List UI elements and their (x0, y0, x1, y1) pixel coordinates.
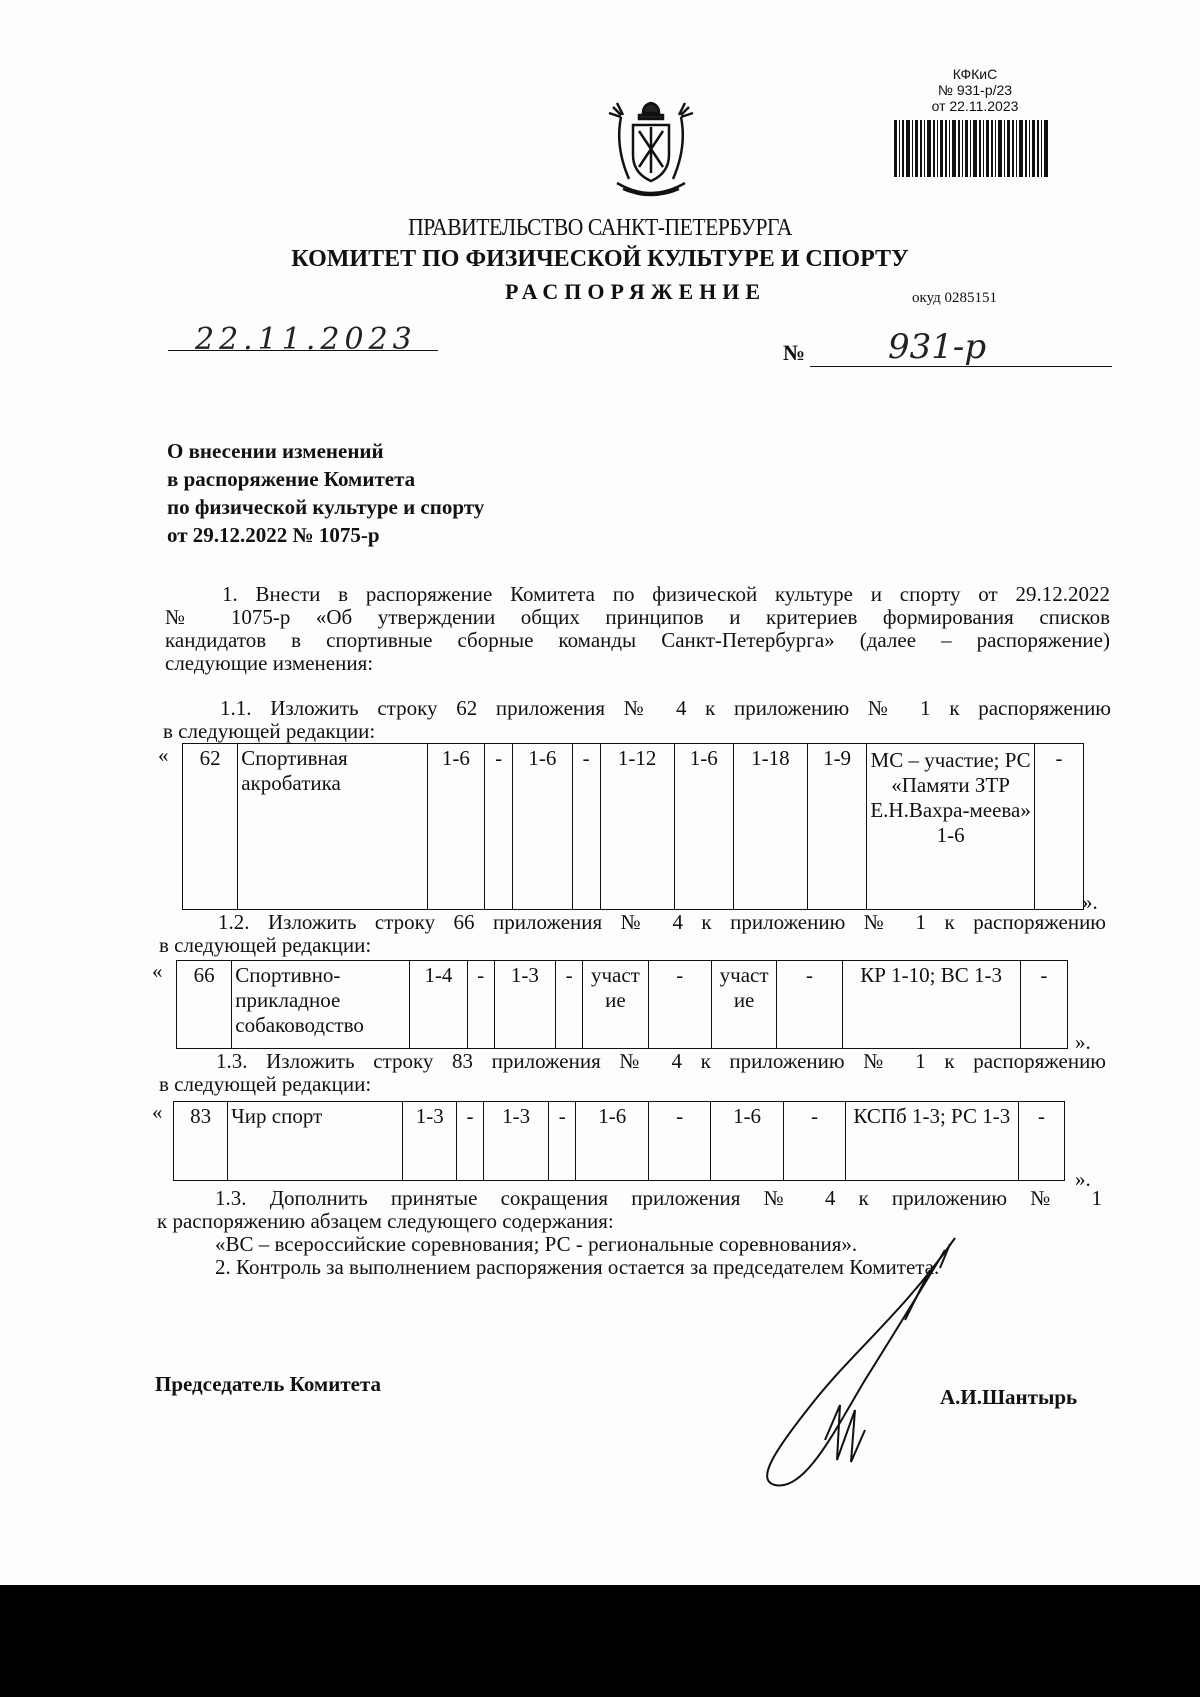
table-row-83 (173, 1101, 1065, 1181)
table-cell: 1-3 (494, 961, 555, 1049)
table-cell: 1-6 (513, 744, 572, 910)
paragraph-line: 1.2. Изложить строку 66 приложения № 4 к приложению № 1 к распоряжению (218, 910, 1106, 934)
table-cell: 1-3 (403, 1102, 457, 1181)
open-quote: « (152, 959, 163, 983)
table-cell: - (649, 1102, 710, 1181)
paragraph-line: кандидатов в спортивные сборные команды Санкт-Петербурга» (далее – распоряжение) (165, 628, 1110, 652)
coat-of-arms-icon (603, 97, 699, 201)
committee-title: КОМИТЕТ ПО ФИЗИЧЕСКОЙ КУЛЬТУРЕ И СПОРТУ (291, 246, 909, 272)
close-quote: ». (1082, 890, 1098, 914)
table-cell: - (485, 744, 513, 910)
table-cell: КР 1-10; ВС 1-3 (842, 961, 1020, 1049)
okud-code: окуд 0285151 (912, 290, 998, 306)
table-cell: 1-6 (710, 1102, 783, 1181)
number-underline (810, 366, 1112, 367)
table-cell: 83 (174, 1102, 228, 1181)
barcode-icon (892, 120, 1052, 177)
stamp-line-1: КФКиС (952, 66, 998, 82)
table-cell: - (457, 1102, 484, 1181)
table-cell: Спортивно-прикладное собаководство (232, 961, 410, 1049)
table-cell: 1-6 (674, 744, 733, 910)
paragraph-line: 1.3. Дополнить принятые сокращения приложения № 4 к приложению № 1 (215, 1186, 1102, 1210)
subject-line: от 29.12.2022 № 1075-р (167, 523, 380, 547)
handwritten-number: 931-р (888, 327, 987, 367)
paragraph-line: в следующей редакции: (159, 933, 372, 957)
stamp-line-2: № 931-р/23 (937, 82, 1013, 98)
paragraph-1-3 (159, 1050, 1106, 1096)
paragraph-line: к распоряжению абзацем следующего содержания: (157, 1209, 614, 1233)
table-cell: - (777, 961, 842, 1049)
table-cell: - (572, 744, 600, 910)
order-title: РАСПОРЯЖЕНИЕ (505, 279, 767, 304)
signer-name: А.И.Шантырь (940, 1385, 1078, 1409)
table-cell: 1-12 (600, 744, 674, 910)
abbreviation-line: «ВС – всероссийские соревнования; РС - региональные соревнования». (215, 1232, 858, 1256)
paragraph-1 (165, 583, 1110, 675)
paragraph-line: 1.1. Изложить строку 62 приложения № 4 к приложению № 1 к распоряжению (220, 696, 1111, 720)
table-cell: участие (711, 961, 776, 1049)
table-cell: 66 (177, 961, 232, 1049)
table-cell: 1-9 (807, 744, 866, 910)
table-cell: - (784, 1102, 845, 1181)
table-cell: 1-6 (576, 1102, 649, 1181)
table-cell: - (648, 961, 711, 1049)
order-subject (167, 437, 484, 549)
table-cell: - (549, 1102, 576, 1181)
close-quote: ». (1075, 1167, 1091, 1191)
government-title: ПРАВИТЕЛЬСТВО САНКТ-ПЕТЕРБУРГА (408, 215, 792, 241)
number-label: № (783, 340, 806, 365)
close-quote: ». (1075, 1030, 1091, 1054)
table-cell: - (1020, 961, 1067, 1049)
open-quote: « (158, 743, 169, 767)
paragraph-line: в следующей редакции: (159, 1072, 372, 1096)
table-cell: - (1034, 744, 1083, 910)
scan-border (0, 1585, 1200, 1697)
table-cell: КСПб 1-3; РС 1-3 (845, 1102, 1018, 1181)
subject-line: по физической культуре и спорту (167, 495, 485, 519)
signature-icon (755, 1230, 975, 1490)
paragraph-1-2 (159, 911, 1106, 957)
paragraph-line: в следующей редакции: (163, 719, 376, 743)
stamp-line-3: от 22.11.2023 (931, 98, 1019, 114)
table-cell: Чир спорт (228, 1102, 403, 1181)
registration-stamp (895, 66, 1055, 114)
table-cell: участие (583, 961, 648, 1049)
table-cell: 1-4 (410, 961, 467, 1049)
signer-position: Председатель Комитета (155, 1372, 382, 1396)
subject-line: О внесении изменений (167, 439, 384, 463)
paragraph-line: 1. Внести в распоряжение Комитета по физической культуре и спорту от 29.12.2022 (222, 582, 1110, 606)
date-underline (168, 350, 438, 351)
paragraph-line: № 1075-р «Об утверждении общих принципов и критериев формирования списков (165, 605, 1110, 629)
table-cell: 62 (183, 744, 238, 910)
table-cell: Спортивная акробатика (238, 744, 428, 910)
table-row-66 (176, 960, 1068, 1049)
paragraph-1-1 (163, 697, 1111, 743)
table-cell: 1-3 (483, 1102, 549, 1181)
table-cell: 1-18 (733, 744, 807, 910)
table-cell: - (1018, 1102, 1064, 1181)
table-cell: МС – участие; РС «Памяти ЗТР Е.Н.Вахра-меева» 1-6 (867, 744, 1035, 910)
table-cell: 1-6 (427, 744, 484, 910)
table-cell: - (556, 961, 583, 1049)
paragraph-line: 1.3. Изложить строку 83 приложения № 4 к приложению № 1 к распоряжению (216, 1049, 1106, 1073)
table-row-62 (182, 743, 1084, 910)
table-cell: - (467, 961, 494, 1049)
subject-line: в распоряжение Комитета (167, 467, 416, 491)
handwritten-date: 22.11.2023 (195, 322, 417, 357)
paragraph-line: следующие изменения: (165, 651, 374, 675)
paragraph-2: 2. Контроль за выполнением распоряжения остается за председателем Комитета. (215, 1255, 940, 1279)
open-quote: « (152, 1100, 163, 1124)
